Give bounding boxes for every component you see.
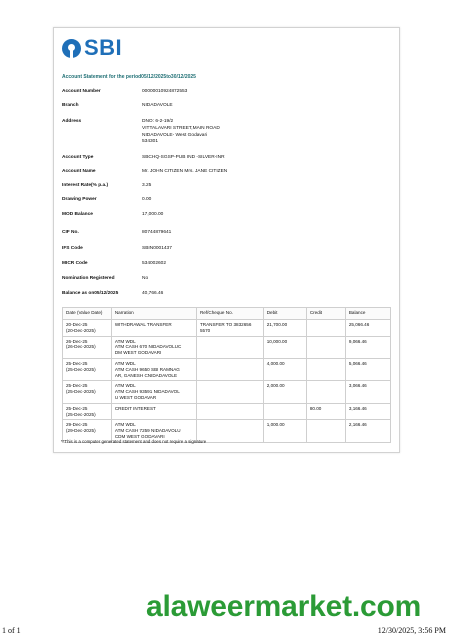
table-row bbox=[63, 403, 391, 420]
cell-date-line: (29-Dec-2025) bbox=[66, 428, 96, 434]
column-header: Narration bbox=[111, 308, 196, 320]
cell-date-line: (20-Dec-2025) bbox=[66, 327, 96, 333]
detail-label: Interest Rate(% p.a.) bbox=[62, 183, 109, 188]
cell-balance: 5,066.46 bbox=[345, 358, 390, 380]
cell-balance: 25,066.46 bbox=[345, 320, 390, 337]
cell-date-line: 25-Dec-25 bbox=[66, 383, 88, 389]
cell-narration-line: U WEST GODAVAR bbox=[114, 394, 157, 400]
table-header-row bbox=[63, 308, 391, 320]
cell-narration-line: ATM CASH 670 NIDADAVOLUC bbox=[114, 344, 182, 350]
detail-value-line: 40,766.46 bbox=[142, 291, 164, 296]
cell-ref bbox=[196, 381, 263, 403]
cell-narration bbox=[111, 381, 196, 403]
detail-value-line: DNO: 6-2-19/2 bbox=[142, 119, 174, 124]
column-header: Ref/Cheque No. bbox=[196, 308, 263, 320]
column-header: Debit bbox=[263, 308, 306, 320]
detail-value-line: 534301 bbox=[142, 139, 159, 145]
cell-debit: 2,000.00 bbox=[263, 381, 306, 403]
detail-label: Drawing Power bbox=[62, 197, 97, 202]
detail-value-line: NIDADAVOLE bbox=[142, 103, 173, 108]
cell-narration-line: DM WEST GODAVARI bbox=[114, 350, 162, 356]
cell-debit: 21,700.00 bbox=[263, 320, 306, 337]
cell-debit: 10,000.00 bbox=[263, 336, 306, 358]
detail-label: IFS Code bbox=[62, 246, 83, 251]
column-header: Balance bbox=[345, 308, 390, 320]
cell-debit: 4,000.00 bbox=[263, 358, 306, 380]
cell-debit bbox=[263, 403, 306, 420]
watermark: alaweermarket.com bbox=[146, 590, 422, 623]
detail-value-line: SBCHQ-SGSP-PUB IND -SILVER-INR bbox=[142, 155, 225, 160]
detail-label: Account Number bbox=[62, 89, 101, 94]
table-row bbox=[63, 336, 391, 358]
detail-value bbox=[142, 261, 322, 268]
sbi-logo bbox=[62, 35, 123, 60]
cell-date-line: (25-Dec-2025) bbox=[66, 389, 96, 395]
cell-date-line: 29-Dec-25 bbox=[66, 422, 88, 428]
cell-ref bbox=[196, 320, 263, 337]
cell-date bbox=[63, 403, 112, 420]
detail-label: Branch bbox=[62, 103, 79, 108]
cell-narration-line: CREDIT INTEREST bbox=[114, 405, 156, 411]
table-row bbox=[63, 381, 391, 403]
transactions-table bbox=[62, 307, 391, 443]
footnote: **This is a computer generated statement and does not require a signature bbox=[61, 439, 207, 444]
detail-value-line: Mr. JOHN CITIZEN Mrs. JANE CITIZEN bbox=[142, 169, 228, 174]
cell-date-line: 25-Dec-25 bbox=[66, 405, 88, 411]
cell-ref bbox=[196, 358, 263, 380]
cell-narration bbox=[111, 358, 196, 380]
detail-value-line: NIDADAVOLE- West Godavari bbox=[142, 132, 208, 138]
cell-narration-line: ATM WDL bbox=[114, 422, 136, 428]
cell-narration-line: ATM CASH 9650 SBI RAMNAG bbox=[114, 366, 180, 372]
detail-label: Balance as on05/12/2025 bbox=[62, 291, 119, 296]
cell-narration bbox=[111, 336, 196, 358]
cell-date-line: (25-Dec-2025) bbox=[66, 411, 96, 417]
cell-date bbox=[63, 358, 112, 380]
cell-narration-line: AR, GANESH CNIDADAVOLE bbox=[114, 372, 178, 378]
detail-label: Account Name bbox=[62, 169, 96, 174]
detail-value bbox=[142, 89, 322, 96]
statement-period: Account Statement for the period05/12/2025to30/12/2025 bbox=[62, 74, 196, 80]
detail-value bbox=[142, 155, 322, 162]
detail-value-line: 534002602 bbox=[142, 261, 167, 266]
cell-narration-line: ATM WDL bbox=[114, 383, 136, 389]
cell-ref bbox=[196, 403, 263, 420]
cell-date bbox=[63, 336, 112, 358]
detail-label: MICR Code bbox=[62, 261, 88, 266]
table-row bbox=[63, 358, 391, 380]
cell-credit bbox=[306, 381, 345, 403]
detail-value-line: 80744879641 bbox=[142, 230, 172, 235]
sbi-logo-text: SBI bbox=[84, 35, 123, 60]
detail-value-line: 3.25 bbox=[142, 183, 152, 188]
detail-value-line: No bbox=[142, 276, 149, 281]
detail-value bbox=[142, 276, 322, 283]
detail-label: Nomination Registered bbox=[62, 276, 115, 281]
sbi-logo-icon bbox=[62, 39, 81, 58]
column-header: Credit bbox=[306, 308, 345, 320]
cell-date-line: 26-Dec-25 bbox=[66, 338, 88, 344]
detail-value bbox=[142, 230, 322, 237]
cell-credit bbox=[306, 336, 345, 358]
detail-value bbox=[142, 197, 322, 204]
detail-label: Address bbox=[62, 119, 82, 124]
cell-credit bbox=[306, 358, 345, 380]
cell-debit: 1,000.00 bbox=[263, 420, 306, 442]
cell-narration-line: ATM CASH 93591 NIDADAVOL bbox=[114, 389, 180, 395]
detail-value bbox=[142, 119, 322, 146]
detail-value-line: 0.00 bbox=[142, 197, 152, 202]
cell-narration-line: ATM WDL bbox=[114, 338, 136, 344]
cell-credit: 80.00 bbox=[306, 403, 345, 420]
detail-value bbox=[142, 103, 322, 110]
detail-label: CIF No. bbox=[62, 230, 79, 235]
cell-date bbox=[63, 381, 112, 403]
print-timestamp: 12/30/2025, 3:56 PM bbox=[377, 626, 446, 635]
page-number: 1 of 1 bbox=[2, 626, 21, 635]
column-header: Date (Value Date) bbox=[63, 308, 112, 320]
cell-narration-line: ATM CASH 7259 NIDADAVOLU bbox=[114, 428, 181, 434]
cell-narration-line: ATM WDL bbox=[114, 360, 136, 366]
cell-ref-line: TRANSFER TO 3832656 bbox=[199, 322, 252, 327]
detail-value bbox=[142, 212, 322, 219]
cell-balance: 9,066.46 bbox=[345, 336, 390, 358]
cell-date bbox=[63, 320, 112, 337]
detail-label: MOD Balance bbox=[62, 212, 93, 217]
cell-balance: 2,166.46 bbox=[345, 420, 390, 442]
cell-ref-line: 5570 bbox=[199, 327, 211, 333]
detail-value-line: 00000010924872553 bbox=[142, 89, 188, 94]
detail-value bbox=[142, 183, 322, 190]
detail-label: Account Type bbox=[62, 155, 94, 160]
detail-value bbox=[142, 169, 322, 176]
cell-narration-line: CDM WEST GODAVARI bbox=[114, 433, 165, 439]
detail-value-line: SBIN0001437 bbox=[142, 246, 172, 251]
cell-date-line: 20-Dec-25 bbox=[66, 322, 88, 327]
cell-ref bbox=[196, 420, 263, 442]
cell-date-line: 25-Dec-25 bbox=[66, 360, 88, 366]
detail-value bbox=[142, 246, 322, 253]
cell-balance: 3,166.46 bbox=[345, 403, 390, 420]
cell-narration bbox=[111, 403, 196, 420]
table-row bbox=[63, 320, 391, 337]
cell-balance: 3,066.46 bbox=[345, 381, 390, 403]
detail-value bbox=[142, 291, 322, 298]
detail-value-line: 17,000.00 bbox=[142, 212, 164, 217]
statement-page bbox=[53, 27, 400, 453]
cell-narration bbox=[111, 320, 196, 337]
detail-value-line: VITTALAVARI STREET,MAIN ROAD bbox=[142, 125, 220, 131]
cell-credit bbox=[306, 420, 345, 442]
cell-ref bbox=[196, 336, 263, 358]
cell-date-line: (25-Dec-2025) bbox=[66, 366, 96, 372]
cell-credit bbox=[306, 320, 345, 337]
cell-narration-line: WITHDRAWAL TRANSFER bbox=[114, 322, 172, 327]
cell-date-line: (26-Dec-2025) bbox=[66, 344, 96, 350]
